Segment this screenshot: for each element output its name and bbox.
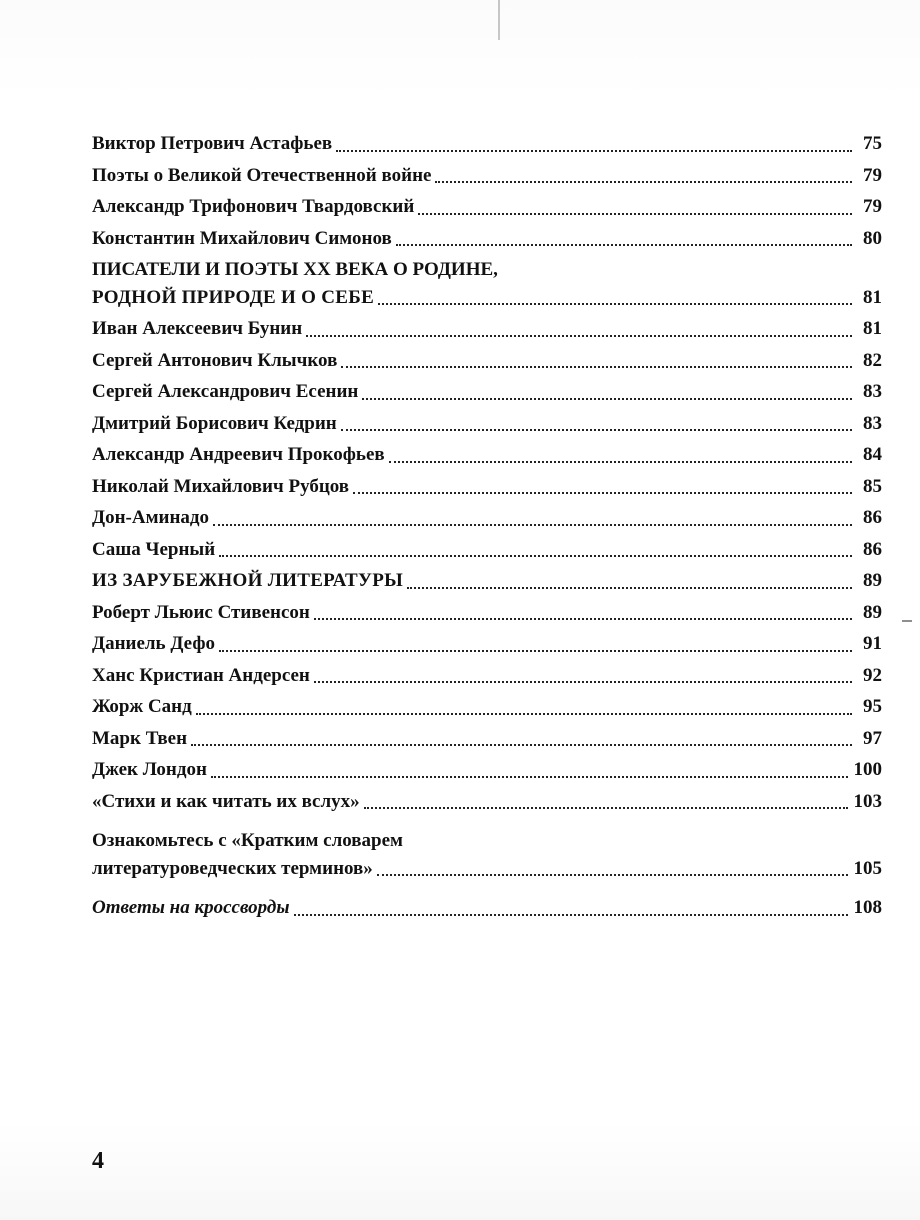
toc-entry-page: 97	[863, 727, 882, 749]
dot-leader	[336, 142, 852, 152]
dot-leader	[314, 610, 852, 620]
toc-entry-page: 100	[853, 759, 882, 780]
dot-leader	[196, 705, 852, 715]
toc-section-title-line1: ПИСАТЕЛИ И ПОЭТЫ XX ВЕКА О РОДИНЕ,	[92, 259, 498, 280]
toc-entry-title: Александр Андреевич Прокофьев	[92, 444, 385, 465]
dot-leader	[364, 799, 848, 809]
toc-entry-title: Константин Михайлович Симонов	[92, 227, 392, 249]
dot-leader	[362, 390, 852, 400]
toc-entry	[92, 504, 882, 532]
toc-entry-title: Роберт Льюис Стивенсон	[92, 601, 310, 623]
table-of-contents	[92, 130, 882, 922]
toc-section-title: ИЗ ЗАРУБЕЖНОЙ ЛИТЕРАТУРЫ	[92, 570, 404, 591]
toc-entry-page: 86	[863, 538, 882, 560]
toc-entry	[92, 315, 882, 343]
dot-leader	[306, 327, 852, 337]
toc-entry-page: 81	[863, 318, 882, 339]
toc-entry-page: 81	[863, 286, 882, 308]
dot-leader	[191, 736, 852, 746]
dot-leader	[389, 453, 852, 463]
toc-entry	[92, 347, 882, 375]
toc-entry	[92, 894, 882, 922]
toc-entry-title: Сергей Антонович Клычков	[92, 349, 338, 371]
toc-section-entry	[92, 256, 882, 311]
toc-entry-title: Сергей Александрович Есенин	[92, 381, 359, 402]
toc-entry	[92, 788, 882, 816]
toc-entry-page: 79	[863, 164, 882, 186]
toc-section-title-line2: РОДНОЙ ПРИРОДЕ И О СЕБЕ	[92, 286, 375, 308]
page-edge-mark	[902, 620, 912, 622]
page-number: 4	[92, 1148, 104, 1174]
toc-entry-page: 103	[853, 790, 882, 812]
toc-entry-title: Саша Черный	[92, 538, 216, 560]
toc-entry	[92, 536, 882, 564]
dot-leader	[211, 768, 848, 778]
toc-entry	[92, 630, 882, 658]
toc-entry-title: Марк Твен	[92, 727, 188, 749]
toc-entry-page: 86	[863, 507, 882, 528]
toc-entry	[92, 827, 882, 882]
dot-leader	[294, 906, 848, 916]
dot-leader	[407, 579, 852, 589]
toc-entry	[92, 599, 882, 627]
toc-entry	[92, 693, 882, 721]
toc-entry-page: 95	[863, 696, 882, 717]
toc-entry	[92, 193, 882, 221]
toc-entry	[92, 756, 882, 784]
dot-leader	[314, 673, 852, 683]
dot-leader	[418, 205, 852, 215]
toc-entry-page: 105	[853, 857, 882, 879]
toc-entry	[92, 662, 882, 690]
toc-entry-title: Николай Михайлович Рубцов	[92, 475, 350, 497]
toc-entry-title: Жорж Санд	[92, 696, 192, 717]
dot-leader	[377, 866, 848, 876]
toc-entry-title: Дмитрий Борисович Кедрин	[92, 412, 337, 434]
dot-leader	[341, 421, 852, 431]
toc-entry	[92, 441, 882, 469]
dot-leader	[341, 358, 852, 368]
toc-entry	[92, 225, 882, 253]
toc-entry-title: «Стихи и как читать их вслух»	[92, 790, 360, 812]
toc-entry-title: Ханс Кристиан Андерсен	[92, 664, 310, 686]
dot-leader	[213, 516, 852, 526]
toc-section-entry	[92, 567, 882, 595]
toc-entry	[92, 378, 882, 406]
toc-entry-title-line1: Ознакомьтесь с «Кратким словарем	[92, 830, 403, 851]
toc-entry-page: 79	[863, 196, 882, 217]
toc-entry-title: Даниель Дефо	[92, 633, 215, 654]
dot-leader	[378, 295, 852, 305]
toc-entry-page: 89	[863, 601, 882, 623]
toc-entry-page: 83	[863, 381, 882, 402]
toc-entry-page: 85	[863, 475, 882, 497]
toc-entry-title: Ответы на кроссворды	[92, 897, 290, 918]
toc-entry-page: 91	[863, 633, 882, 654]
toc-entry-title: Иван Алексеевич Бунин	[92, 318, 303, 339]
toc-entry-page: 84	[863, 444, 882, 465]
dot-leader	[435, 173, 852, 183]
toc-entry	[92, 473, 882, 501]
dot-leader	[219, 547, 852, 557]
toc-entry	[92, 162, 882, 190]
toc-entry-page: 83	[863, 412, 882, 434]
toc-entry-title: Александр Трифонович Твардовский	[92, 196, 415, 217]
toc-entry-title-line2: литературоведческих терминов»	[92, 857, 373, 879]
toc-entry-page: 75	[863, 133, 882, 154]
toc-entry	[92, 130, 882, 158]
toc-entry-page: 82	[863, 349, 882, 371]
toc-entry-page: 92	[863, 664, 882, 686]
dot-leader	[219, 642, 852, 652]
toc-entry-page: 80	[863, 227, 882, 249]
toc-entry-title: Поэты о Великой Отечественной войне	[92, 164, 432, 186]
toc-entry-title: Дон-Аминадо	[92, 507, 210, 528]
toc-entry-page: 89	[863, 570, 882, 591]
toc-entry	[92, 410, 882, 438]
page-crease	[498, 0, 500, 40]
toc-entry-title: Джек Лондон	[92, 759, 207, 780]
dot-leader	[396, 236, 852, 246]
toc-entry-title: Виктор Петрович Астафьев	[92, 133, 333, 154]
toc-entry-page: 108	[853, 897, 882, 918]
dot-leader	[353, 484, 852, 494]
toc-entry	[92, 725, 882, 753]
